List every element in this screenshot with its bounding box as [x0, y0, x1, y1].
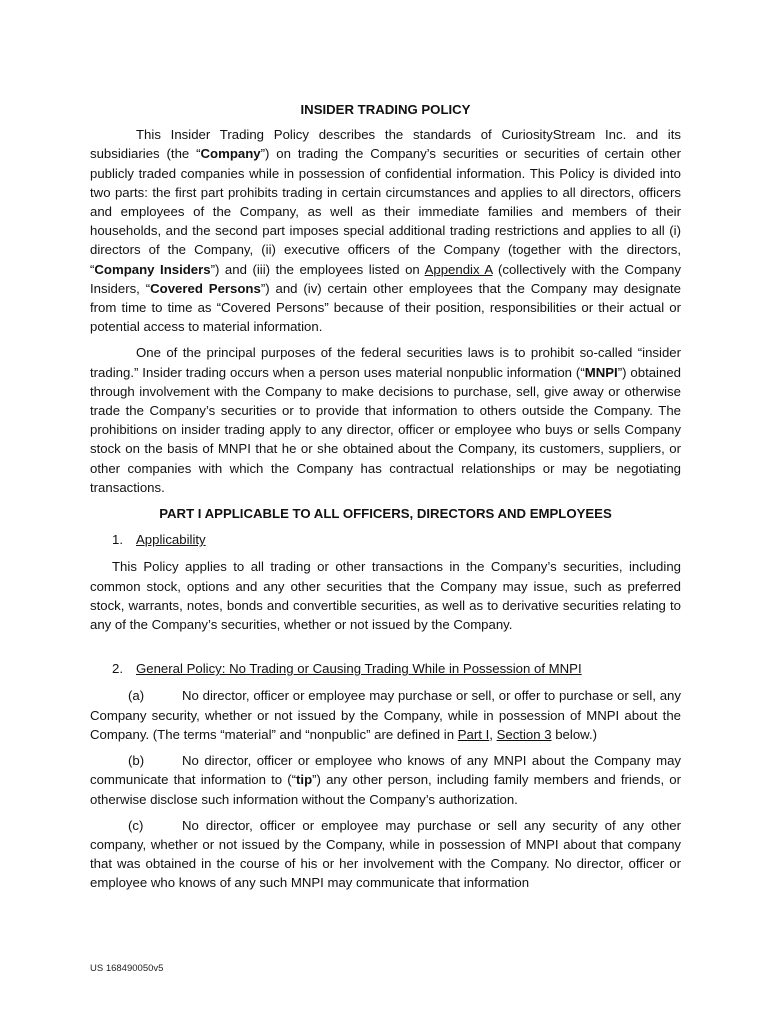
intro-text-5: ”) and (iv) certain other employees that the Company may designate from time to time as “Covered Persons” because of their position, responsibilities or their actual or potential access to material information. — [90, 280, 681, 335]
term-company-insiders: Company Insiders — [94, 261, 211, 277]
appendix-a-reference: Appendix A — [424, 261, 493, 277]
section-1-paragraph: This Policy applies to all trading or other transactions in the Company’s securities, including common stock, options and any other securities that the Company may issue, such as preferred stock, warrants, notes, bonds and convertible securities, as well as to derivative securities relating to any of the Company’s securities, whether or not issued by the Company. — [90, 559, 681, 633]
intro-text-1: This Insider Trading Policy describes the standards of CuriosityStream Inc. and its subsidiaries (the “ — [90, 127, 681, 162]
item-a-label: (a) — [128, 688, 145, 704]
item-c-label: (c) — [128, 817, 144, 833]
section-2a-paragraph — [90, 686, 681, 744]
document-footer-id: US 168490050v5 — [90, 963, 164, 974]
item-a-text-3: below.) — [551, 726, 598, 742]
purpose-paragraph — [90, 343, 681, 497]
purpose-text-1: One of the principal purposes of the federal securities laws is to prohibit so-called “insider trading.” Insider trading occurs when a person uses material nonpublic information (“ — [90, 345, 681, 380]
section-1-title: Applicability — [136, 532, 206, 548]
section-2-title: General Policy: No Trading or Causing Trading While in Possession of MNPI — [136, 661, 582, 677]
item-a-text-1: No director, officer or employee may purchase or sell, or offer to purchase or sell, any Company security, whether or not issued by the Company, while in possession of MNPI about the Company. (The terms “material” and “nonpublic” are defined in — [90, 688, 681, 742]
section-2-number: 2. — [112, 661, 123, 677]
item-a-text-2: , — [489, 726, 497, 742]
purpose-text-2: ”) obtained through involvement with the Company to make decisions to purchase, sell, give away or otherwise trade the Company’s securities or to provide that information to others outside the Company. The prohibitions on insider trading apply to any director, officer or employee who buys or sells Company stock on the basis of MNPI that he or she obtained about the Company, its customers, suppliers, or other companies with which the Company has contractual relationships or may be negotiating transactions. — [90, 364, 681, 495]
section-1-heading — [90, 530, 681, 549]
part-i-reference: Part I — [457, 726, 490, 742]
intro-text-3: ”) and (iii) the employees listed on — [210, 261, 425, 277]
intro-text-4: (collectively with the Company Insiders, “ — [90, 261, 681, 296]
spacer — [90, 641, 681, 659]
section-2b-paragraph — [90, 751, 681, 809]
section-2c-paragraph — [90, 816, 681, 893]
section-3-reference: Section 3 — [496, 726, 552, 742]
section-2-heading — [90, 659, 681, 678]
term-mnpi: MNPI — [584, 364, 618, 380]
intro-text-2: ”) on trading the Company’s securities or securities of certain other publicly traded companies while in possession of confidential information. This Policy is divided into two parts: the first part prohibits trading in certain circumstances and applies to all directors, officers and employees of the Company, as well as their immediate families and members of their households, and the second part imposes special additional trading restrictions and applies to all (i) directors of the Company, (ii) executive officers of the Company (together with the directors, “ — [90, 146, 682, 277]
section-1-number: 1. — [112, 532, 123, 548]
term-tip: tip — [296, 772, 313, 788]
part-1-heading: PART I APPLICABLE TO ALL OFFICERS, DIRECTORS AND EMPLOYEES — [159, 506, 612, 522]
term-covered-persons: Covered Persons — [150, 280, 261, 296]
item-b-label: (b) — [128, 753, 145, 769]
item-b-text-2: ”) any other person, including family members and friends, or otherwise disclose such information without the Company’s authorization. — [90, 772, 681, 807]
intro-paragraph — [90, 125, 681, 336]
item-b-text-1: No director, officer or employee who knows of any MNPI about the Company may communicate that information to (“ — [90, 753, 681, 788]
item-c-text-1: No director, officer or employee may purchase or sell any security of any other company, whether or not issued by the Company, while in possession of MNPI about that company that was obtained in the course of his or her involvement with the Company. No director, officer or employee who knows of any such MNPI may communicate that information — [90, 817, 681, 891]
document-title: INSIDER TRADING POLICY — [300, 102, 471, 117]
term-company: Company — [200, 146, 261, 162]
document-body — [90, 100, 681, 900]
